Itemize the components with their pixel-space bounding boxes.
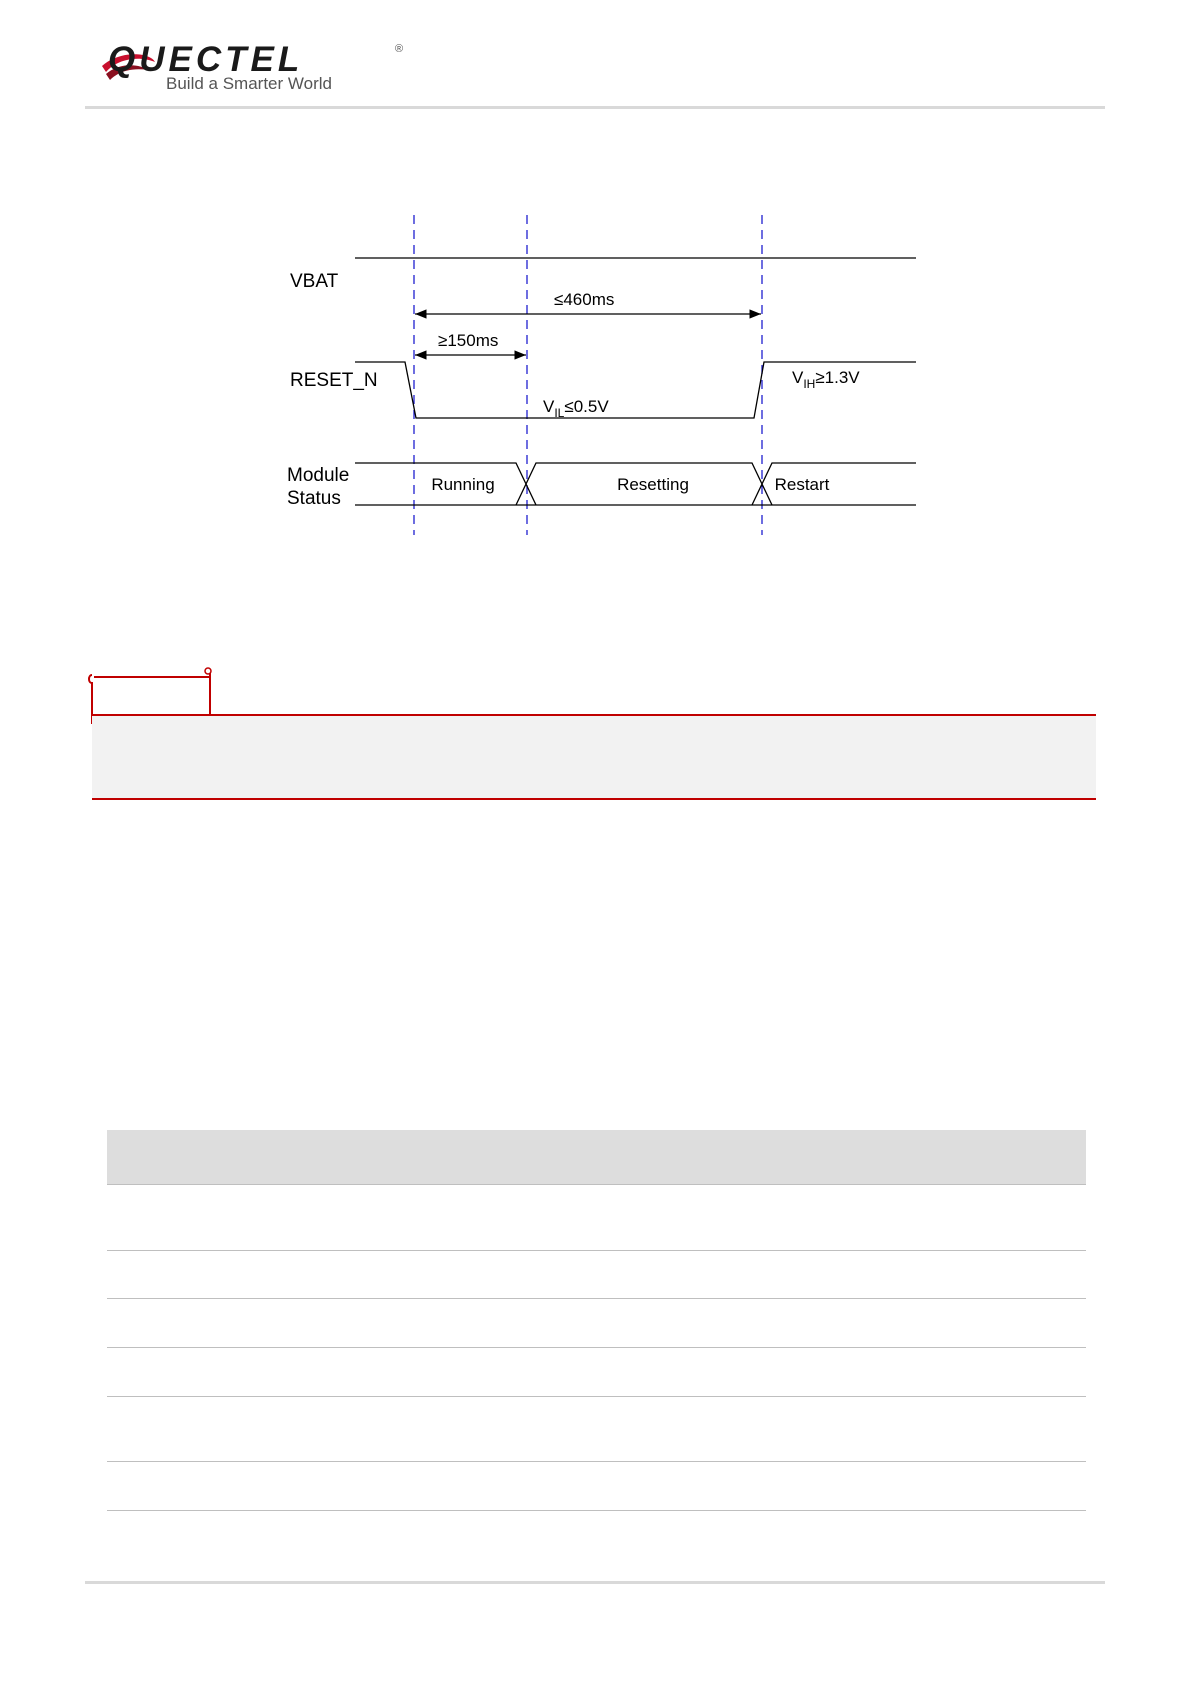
vil-label: $V_{IL}\le 0.5V$	[543, 397, 609, 420]
table-row	[107, 1396, 1086, 1397]
table-row	[107, 1510, 1086, 1511]
signal-label-vbat: VBAT	[290, 271, 339, 292]
vih-label: $V_{IH}\ge 1.3V$	[792, 368, 860, 391]
signal-label-status: Status	[287, 488, 341, 509]
reset-timing-diagram	[0, 0, 1191, 560]
state-label-resetting: Resetting	[617, 475, 689, 494]
table-row	[107, 1461, 1086, 1462]
duration-label-long: ≤460ms	[554, 290, 615, 309]
footer-divider	[85, 1581, 1105, 1584]
signal-label-reset-n: RESET_N	[290, 370, 378, 391]
logo-tagline: Build a Smarter World	[166, 74, 332, 93]
state-label-restart: Restart	[774, 475, 830, 494]
logo-brand-text: QUECTEL	[108, 40, 304, 79]
table-row	[107, 1347, 1086, 1348]
table-row	[107, 1250, 1086, 1251]
note-panel	[92, 714, 1096, 800]
state-label-running: Running	[431, 475, 495, 494]
table-header-row	[107, 1130, 1086, 1185]
signal-label-module: Module	[287, 465, 350, 486]
registered-mark: ®	[395, 43, 404, 55]
table-row	[107, 1298, 1086, 1299]
duration-label-short: ≥150ms	[438, 331, 499, 350]
